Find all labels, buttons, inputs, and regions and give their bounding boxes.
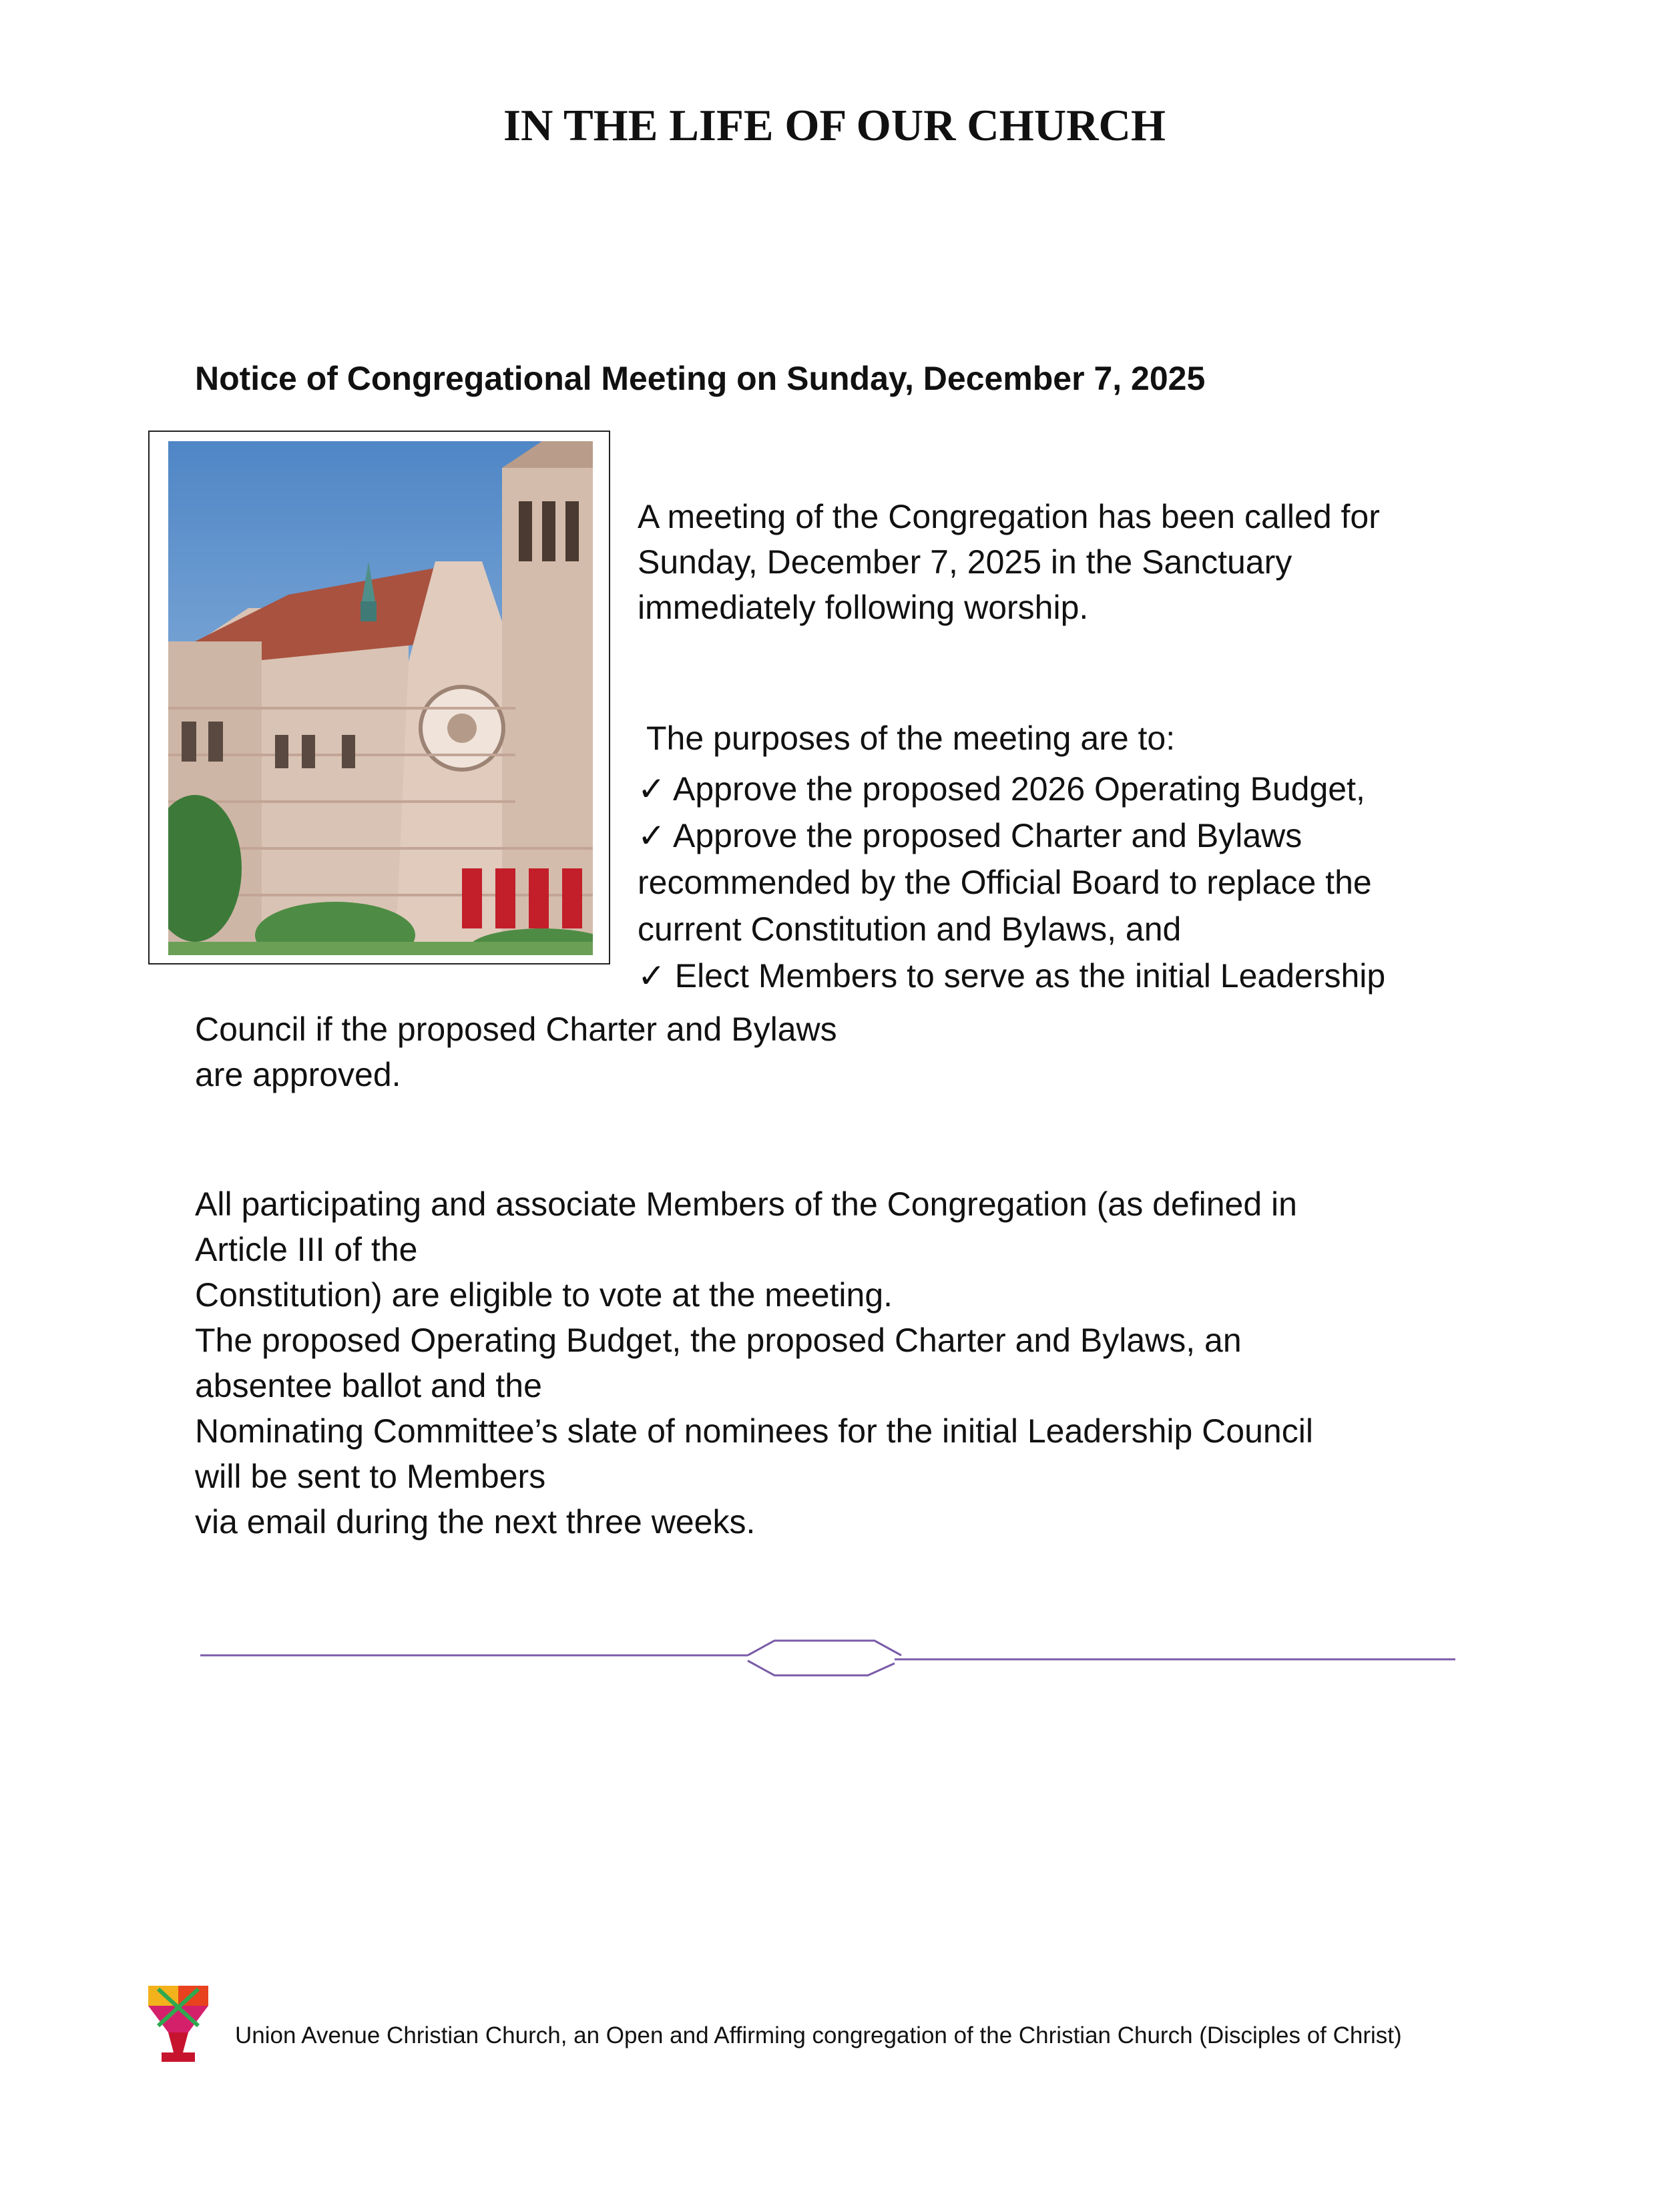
purpose-item: ✓ Approve the proposed 2026 Operating Budget, <box>638 770 1365 808</box>
ornamental-divider <box>200 1635 1455 1682</box>
eligibility-paragraph <box>195 1181 1313 1545</box>
purposes-lead <box>638 716 1175 761</box>
purposes-list <box>638 766 1385 999</box>
page-title: IN THE LIFE OF OUR CHURCH <box>503 101 1166 150</box>
chalice-logo-icon <box>148 1986 208 2066</box>
purposes-lead-text: The purposes of the meeting are to: <box>638 720 1176 757</box>
purpose-continuation-line: are approved. <box>195 1056 401 1093</box>
intro-paragraph <box>638 494 1380 630</box>
eligibility-line: The proposed Operating Budget, the proposed Charter and Bylaws, an <box>195 1322 1242 1359</box>
purpose-item-continued: current Constitution and Bylaws, and <box>638 910 1182 948</box>
intro-line: Sunday, December 7, 2025 in the Sanctuary <box>638 543 1292 581</box>
church-photo-frame <box>148 431 610 964</box>
purpose-item: ✓ Elect Members to serve as the initial Leadership <box>638 957 1386 995</box>
eligibility-line: via email during the next three weeks. <box>195 1503 756 1541</box>
eligibility-line: will be sent to Members <box>195 1458 546 1495</box>
purpose-item-continued: recommended by the Official Board to replace the <box>638 864 1372 901</box>
purpose-continuation-line: Council if the proposed Charter and Bylaws <box>195 1011 837 1048</box>
eligibility-line: Article III of the <box>195 1231 418 1268</box>
intro-line: A meeting of the Congregation has been called for <box>638 498 1380 535</box>
purposes-continuation <box>195 1007 837 1097</box>
eligibility-line: Nominating Committee’s slate of nominees for the initial Leadership Council <box>195 1412 1313 1450</box>
footer-text: Union Avenue Christian Church, an Open and Affirming congregation of the Christian Church (Disciples of Christ) <box>235 2022 1402 2048</box>
purpose-item: ✓ Approve the proposed Charter and Bylaws <box>638 817 1302 854</box>
church-photo <box>168 441 593 955</box>
notice-heading: Notice of Congregational Meeting on Sunday, December 7, 2025 <box>195 360 1206 397</box>
eligibility-line: Constitution) are eligible to vote at the meeting. <box>195 1276 893 1314</box>
intro-line: immediately following worship. <box>638 589 1089 626</box>
eligibility-line: All participating and associate Members of the Congregation (as defined in <box>195 1185 1297 1223</box>
eligibility-line: absentee ballot and the <box>195 1367 542 1404</box>
